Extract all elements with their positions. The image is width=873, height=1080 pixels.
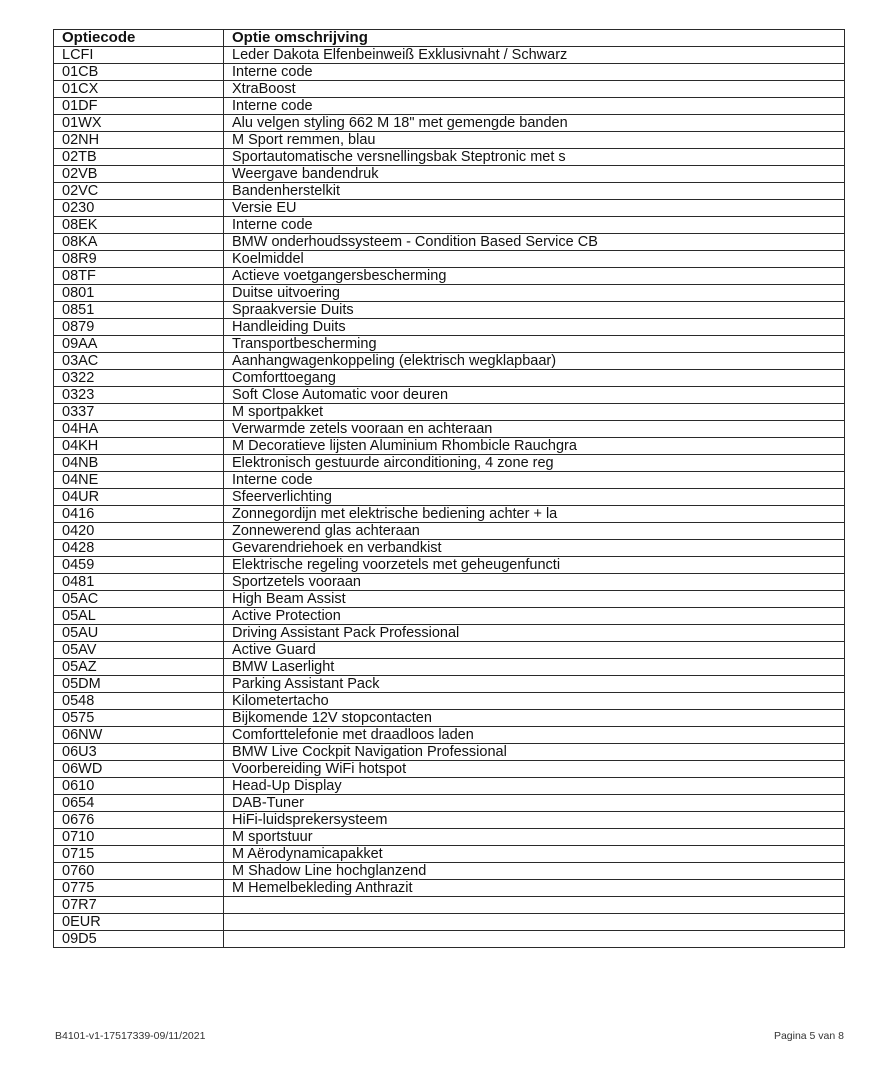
- option-code-cell: 0710: [54, 829, 224, 846]
- option-code-cell: 0EUR: [54, 914, 224, 931]
- option-code-cell: 0322: [54, 370, 224, 387]
- option-description-cell: Spraakversie Duits: [224, 302, 845, 319]
- option-description-cell: Leder Dakota Elfenbeinweiß Exklusivnaht / Schwarz: [224, 47, 845, 64]
- option-description-cell: Active Guard: [224, 642, 845, 659]
- option-code-cell: 04HA: [54, 421, 224, 438]
- header-optie-omschrijving: Optie omschrijving: [224, 30, 845, 47]
- table-row: [54, 81, 845, 98]
- table-row: [54, 778, 845, 795]
- table-row: [54, 47, 845, 64]
- table-row: [54, 336, 845, 353]
- option-description-cell: Bijkomende 12V stopcontacten: [224, 710, 845, 727]
- option-code-cell: 04UR: [54, 489, 224, 506]
- option-code-cell: 08R9: [54, 251, 224, 268]
- table-row: [54, 285, 845, 302]
- table-row: [54, 931, 845, 948]
- table-row: [54, 183, 845, 200]
- option-code-cell: 0610: [54, 778, 224, 795]
- option-code-cell: 0323: [54, 387, 224, 404]
- table-row: [54, 812, 845, 829]
- option-code-cell: 06U3: [54, 744, 224, 761]
- option-description-cell: Interne code: [224, 64, 845, 81]
- table-row: [54, 540, 845, 557]
- option-code-cell: 08TF: [54, 268, 224, 285]
- option-description-cell: Duitse uitvoering: [224, 285, 845, 302]
- table-header-row: [54, 30, 845, 47]
- table-row: [54, 115, 845, 132]
- option-description-cell: M Decoratieve lijsten Aluminium Rhombicle Rauchgra: [224, 438, 845, 455]
- option-description-cell: Interne code: [224, 217, 845, 234]
- option-code-cell: 0481: [54, 574, 224, 591]
- option-description-cell: M Shadow Line hochglanzend: [224, 863, 845, 880]
- document-reference: B4101-v1-17517339-09/11/2021: [55, 1030, 206, 1042]
- option-code-cell: 0654: [54, 795, 224, 812]
- option-code-cell: 04NE: [54, 472, 224, 489]
- table-row: [54, 557, 845, 574]
- option-description-cell: Handleiding Duits: [224, 319, 845, 336]
- option-description-cell: M Aërodynamicapakket: [224, 846, 845, 863]
- option-code-cell: 05DM: [54, 676, 224, 693]
- page-number: Pagina 5 van 8: [773, 1030, 844, 1042]
- option-description-cell: Weergave bandendruk: [224, 166, 845, 183]
- table-row: [54, 421, 845, 438]
- option-code-cell: 0420: [54, 523, 224, 540]
- option-code-cell: 07R7: [54, 897, 224, 914]
- option-description-cell: Driving Assistant Pack Professional: [224, 625, 845, 642]
- option-description-cell: Transportbescherming: [224, 336, 845, 353]
- option-description-cell: Sfeerverlichting: [224, 489, 845, 506]
- option-description-cell: BMW Live Cockpit Navigation Professional: [224, 744, 845, 761]
- option-description-cell: M Hemelbekleding Anthrazit: [224, 880, 845, 897]
- option-description-cell: Comforttoegang: [224, 370, 845, 387]
- table-row: [54, 353, 845, 370]
- option-description-cell: Interne code: [224, 472, 845, 489]
- option-description-cell: Zonnegordijn met elektrische bediening achter + la: [224, 506, 845, 523]
- table-row: [54, 132, 845, 149]
- table-row: [54, 472, 845, 489]
- option-description-cell: BMW onderhoudssysteem - Condition Based Service CB: [224, 234, 845, 251]
- option-description-cell: Active Protection: [224, 608, 845, 625]
- option-description-cell: Elektrische regeling voorzetels met geheugenfuncti: [224, 557, 845, 574]
- option-description-cell: Alu velgen styling 662 M 18" met gemengde banden: [224, 115, 845, 132]
- option-description-cell: M sportpakket: [224, 404, 845, 421]
- option-code-cell: 03AC: [54, 353, 224, 370]
- option-description-cell: Zonnewerend glas achteraan: [224, 523, 845, 540]
- option-description-cell: HiFi-luidsprekersysteem: [224, 812, 845, 829]
- option-description-cell: Kilometertacho: [224, 693, 845, 710]
- option-code-cell: 02NH: [54, 132, 224, 149]
- option-description-cell: Sportzetels vooraan: [224, 574, 845, 591]
- option-description-cell: [224, 931, 845, 948]
- table-row: [54, 217, 845, 234]
- option-code-cell: 06WD: [54, 761, 224, 778]
- table-row: [54, 64, 845, 81]
- table-row: [54, 608, 845, 625]
- option-code-cell: 02TB: [54, 149, 224, 166]
- table-row: [54, 761, 845, 778]
- option-code-cell: 0775: [54, 880, 224, 897]
- table-row: [54, 727, 845, 744]
- table-row: [54, 387, 845, 404]
- option-code-cell: 0676: [54, 812, 224, 829]
- option-description-cell: M sportstuur: [224, 829, 845, 846]
- table-row: [54, 744, 845, 761]
- table-row: [54, 829, 845, 846]
- table-row: [54, 166, 845, 183]
- option-description-cell: Parking Assistant Pack: [224, 676, 845, 693]
- table-row: [54, 574, 845, 591]
- option-description-cell: Head-Up Display: [224, 778, 845, 795]
- option-code-cell: 08KA: [54, 234, 224, 251]
- option-code-cell: 0575: [54, 710, 224, 727]
- table-row: [54, 710, 845, 727]
- option-code-cell: 0428: [54, 540, 224, 557]
- option-description-cell: High Beam Assist: [224, 591, 845, 608]
- table-row: [54, 897, 845, 914]
- table-row: [54, 268, 845, 285]
- option-description-cell: Actieve voetgangersbescherming: [224, 268, 845, 285]
- table-row: [54, 642, 845, 659]
- option-code-cell: 09D5: [54, 931, 224, 948]
- option-code-cell: 06NW: [54, 727, 224, 744]
- table-row: [54, 625, 845, 642]
- table-row: [54, 370, 845, 387]
- option-description-cell: Gevarendriehoek en verbandkist: [224, 540, 845, 557]
- option-code-cell: 01CB: [54, 64, 224, 81]
- table-row: [54, 404, 845, 421]
- table-row: [54, 455, 845, 472]
- option-code-cell: 0459: [54, 557, 224, 574]
- option-code-cell: 08EK: [54, 217, 224, 234]
- option-description-cell: Sportautomatische versnellingsbak Steptronic met s: [224, 149, 845, 166]
- option-description-cell: Koelmiddel: [224, 251, 845, 268]
- option-description-cell: M Sport remmen, blau: [224, 132, 845, 149]
- option-code-cell: 04KH: [54, 438, 224, 455]
- table-row: [54, 795, 845, 812]
- option-code-cell: 05AV: [54, 642, 224, 659]
- option-description-cell: Soft Close Automatic voor deuren: [224, 387, 845, 404]
- table-row: [54, 489, 845, 506]
- option-description-cell: Versie EU: [224, 200, 845, 217]
- table-row: [54, 914, 845, 931]
- option-description-cell: Aanhangwagenkoppeling (elektrisch wegklapbaar): [224, 353, 845, 370]
- option-description-cell: Interne code: [224, 98, 845, 115]
- option-code-cell: 09AA: [54, 336, 224, 353]
- option-description-cell: Bandenherstelkit: [224, 183, 845, 200]
- option-code-cell: 01CX: [54, 81, 224, 98]
- option-description-cell: [224, 914, 845, 931]
- table-row: [54, 438, 845, 455]
- table-row: [54, 863, 845, 880]
- option-description-cell: Verwarmde zetels vooraan en achteraan: [224, 421, 845, 438]
- option-code-cell: 0715: [54, 846, 224, 863]
- table-row: [54, 880, 845, 897]
- table-row: [54, 200, 845, 217]
- option-code-cell: 0230: [54, 200, 224, 217]
- option-code-cell: 02VC: [54, 183, 224, 200]
- option-description-cell: Elektronisch gestuurde airconditioning, 4 zone reg: [224, 455, 845, 472]
- table-row: [54, 591, 845, 608]
- table-row: [54, 506, 845, 523]
- option-code-cell: 05AZ: [54, 659, 224, 676]
- table-row: [54, 523, 845, 540]
- option-code-cell: 05AL: [54, 608, 224, 625]
- option-code-cell: 05AU: [54, 625, 224, 642]
- option-description-cell: Voorbereiding WiFi hotspot: [224, 761, 845, 778]
- option-code-cell: 0760: [54, 863, 224, 880]
- table-row: [54, 319, 845, 336]
- option-code-cell: LCFI: [54, 47, 224, 64]
- options-table: [53, 29, 845, 948]
- option-description-cell: DAB-Tuner: [224, 795, 845, 812]
- table-row: [54, 251, 845, 268]
- option-code-cell: 0801: [54, 285, 224, 302]
- header-optiecode: Optiecode: [54, 30, 224, 47]
- option-description-cell: BMW Laserlight: [224, 659, 845, 676]
- table-row: [54, 149, 845, 166]
- option-code-cell: 0416: [54, 506, 224, 523]
- option-code-cell: 02VB: [54, 166, 224, 183]
- option-code-cell: 0879: [54, 319, 224, 336]
- table-row: [54, 659, 845, 676]
- table-row: [54, 234, 845, 251]
- option-code-cell: 04NB: [54, 455, 224, 472]
- option-code-cell: 05AC: [54, 591, 224, 608]
- option-code-cell: 0851: [54, 302, 224, 319]
- option-code-cell: 01DF: [54, 98, 224, 115]
- option-description-cell: Comforttelefonie met draadloos laden: [224, 727, 845, 744]
- table-row: [54, 846, 845, 863]
- table-row: [54, 676, 845, 693]
- option-code-cell: 01WX: [54, 115, 224, 132]
- table-row: [54, 693, 845, 710]
- option-code-cell: 0548: [54, 693, 224, 710]
- table-row: [54, 98, 845, 115]
- option-description-cell: XtraBoost: [224, 81, 845, 98]
- option-code-cell: 0337: [54, 404, 224, 421]
- table-row: [54, 302, 845, 319]
- option-description-cell: [224, 897, 845, 914]
- table-body: [54, 47, 845, 948]
